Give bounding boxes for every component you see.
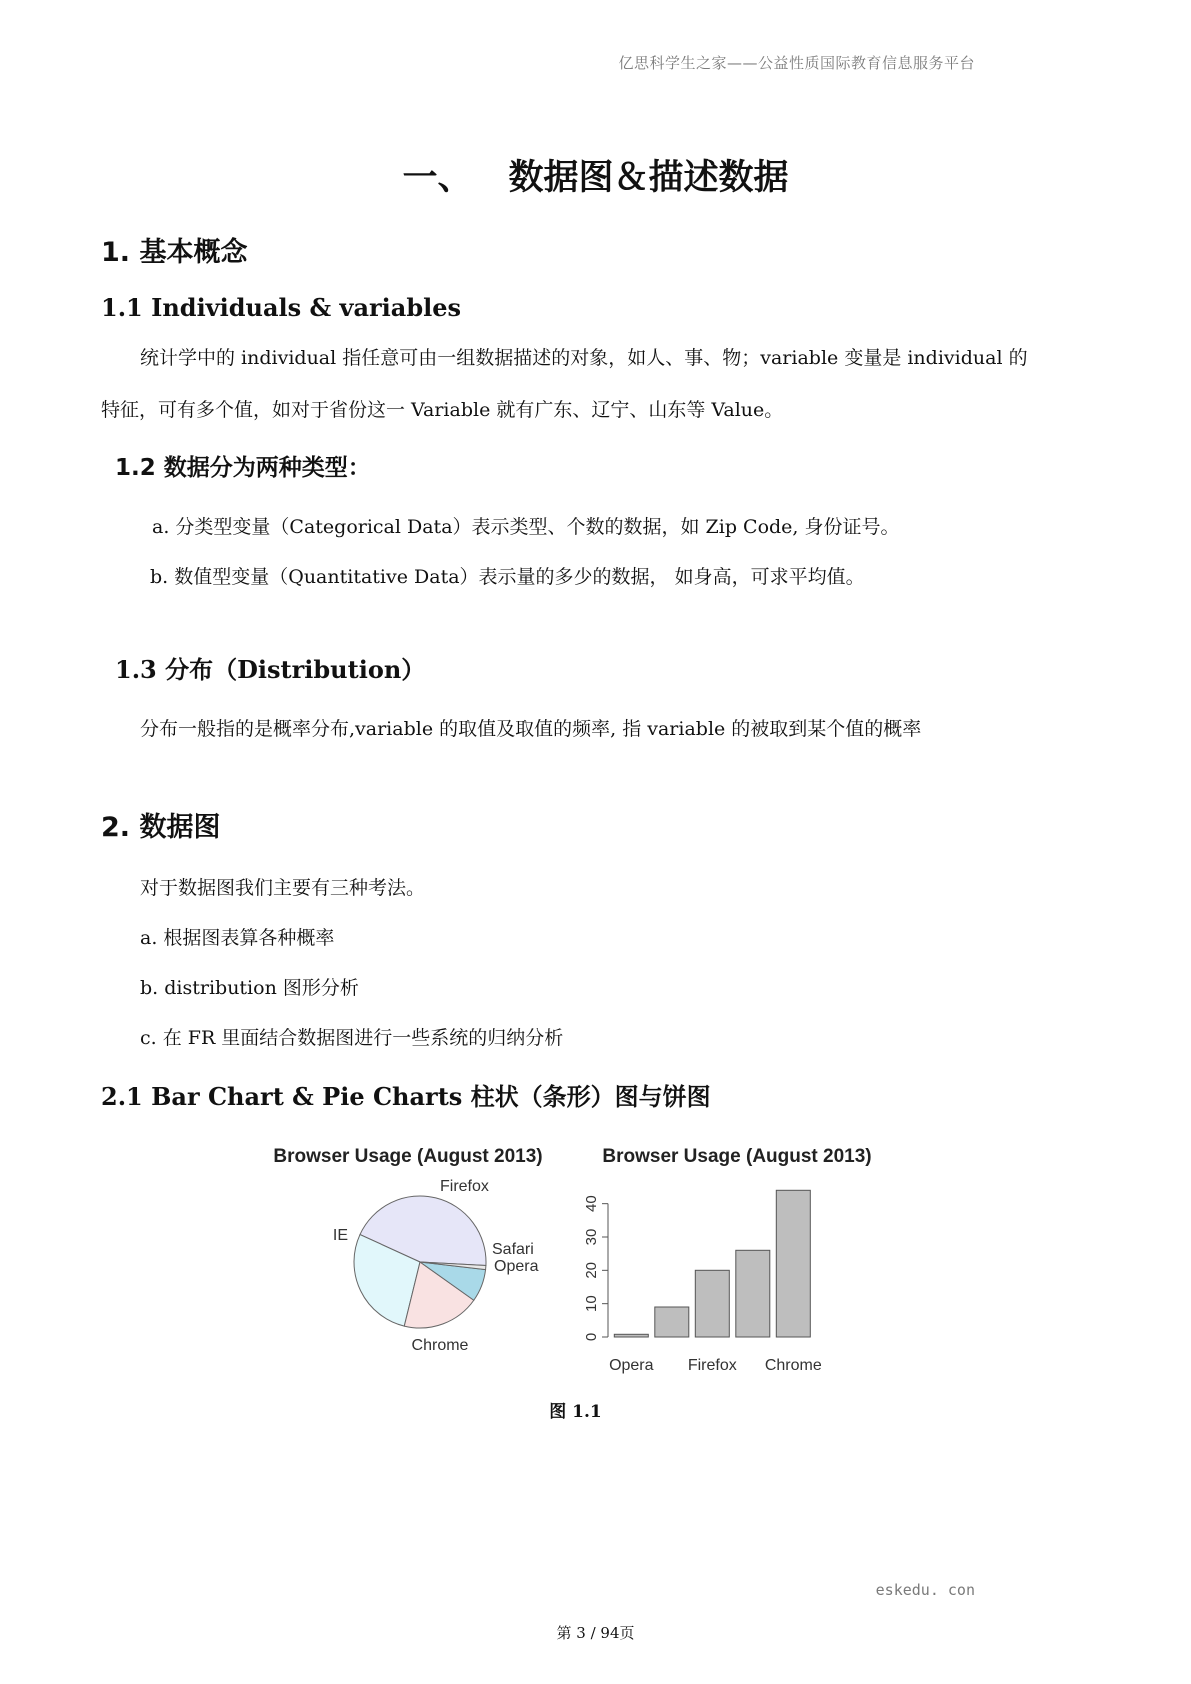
section-2-heading: 2. 数据图: [101, 812, 221, 843]
exam-item-a: a. 根据图表算各种概率: [140, 927, 335, 949]
pie-label-opera: Opera: [494, 1258, 539, 1275]
section-1-2-heading: 1.2 数据分为两种类型：: [115, 455, 371, 481]
page-number: 第 3 / 94页: [556, 1624, 635, 1642]
pie-chart: [333, 1178, 539, 1354]
bar-chart-title: Browser Usage (August 2013): [602, 1146, 872, 1167]
bar-ie: [736, 1250, 770, 1337]
section-1-heading: 1. 基本概念: [101, 237, 248, 268]
exam-item-c: c. 在 FR 里面结合数据图进行一些系统的归纳分析: [140, 1027, 564, 1049]
bar-opera: [614, 1334, 648, 1337]
x-tick-label-opera: Opera: [609, 1357, 654, 1374]
bar-safari: [655, 1307, 689, 1337]
chapter-number: 一、: [402, 158, 473, 198]
y-tick-label-40: 40: [583, 1195, 600, 1213]
section-1-3-heading: 1.3 分布（Distribution）: [115, 655, 426, 684]
bar-chart: [583, 1190, 822, 1374]
x-tick-label-chrome: Chrome: [764, 1357, 822, 1374]
section-2-intro: 对于数据图我们主要有三种考法。: [140, 877, 426, 899]
section-1-1-line-1: 统计学中的 individual 指任意可由一组数据描述的对象，如人、事、物；variable 变量是 individual 的: [140, 347, 1028, 369]
section-1-3-text: 分布一般指的是概率分布,variable 的取值及取值的频率, 指 variable 的被取到某个值的概率: [140, 718, 922, 740]
chapter-title-text: 数据图＆描述数据: [508, 158, 789, 198]
section-2-1-heading: 2.1 Bar Chart & Pie Charts 柱状（条形）图与饼图: [101, 1082, 711, 1111]
pie-label-ie: IE: [332, 1227, 348, 1244]
chapter-title: [0, 150, 1191, 200]
section-1-1-heading: 1.1 Individuals & variables: [101, 293, 462, 322]
figure-1-1: [265, 1130, 905, 1390]
pie-label-chrome: Chrome: [411, 1337, 469, 1354]
figure-caption: 图 1.1: [549, 1402, 602, 1422]
pie-chart-title: Browser Usage (August 2013): [273, 1146, 543, 1167]
bar-firefox: [695, 1270, 729, 1337]
pie-label-firefox: Firefox: [440, 1178, 489, 1195]
y-tick-label-30: 30: [583, 1228, 600, 1246]
y-tick-label-10: 10: [583, 1295, 600, 1313]
y-tick-label-0: 0: [583, 1332, 600, 1342]
x-tick-label-firefox: Firefox: [687, 1357, 737, 1374]
exam-item-b: b. distribution 图形分析: [140, 977, 359, 999]
type-item-b: b. 数值型变量（Quantitative Data）表示量的多少的数据， 如身高，可求平均值。: [150, 566, 865, 588]
y-tick-label-20: 20: [583, 1261, 600, 1279]
bar-chrome: [776, 1190, 810, 1337]
section-1-1-line-2: 特征，可有多个值，如对于省份这一 Variable 就有广东、辽宁、山东等 Value。: [101, 399, 784, 421]
type-item-a: a. 分类型变量（Categorical Data）表示类型、个数的数据，如 Zip Code, 身份证号。: [152, 516, 900, 538]
footer-site: eskedu. con: [875, 1581, 975, 1599]
page-header: 亿思科学生之家——公益性质国际教育信息服务平台: [618, 54, 975, 72]
pie-label-safari: Safari: [492, 1241, 534, 1258]
